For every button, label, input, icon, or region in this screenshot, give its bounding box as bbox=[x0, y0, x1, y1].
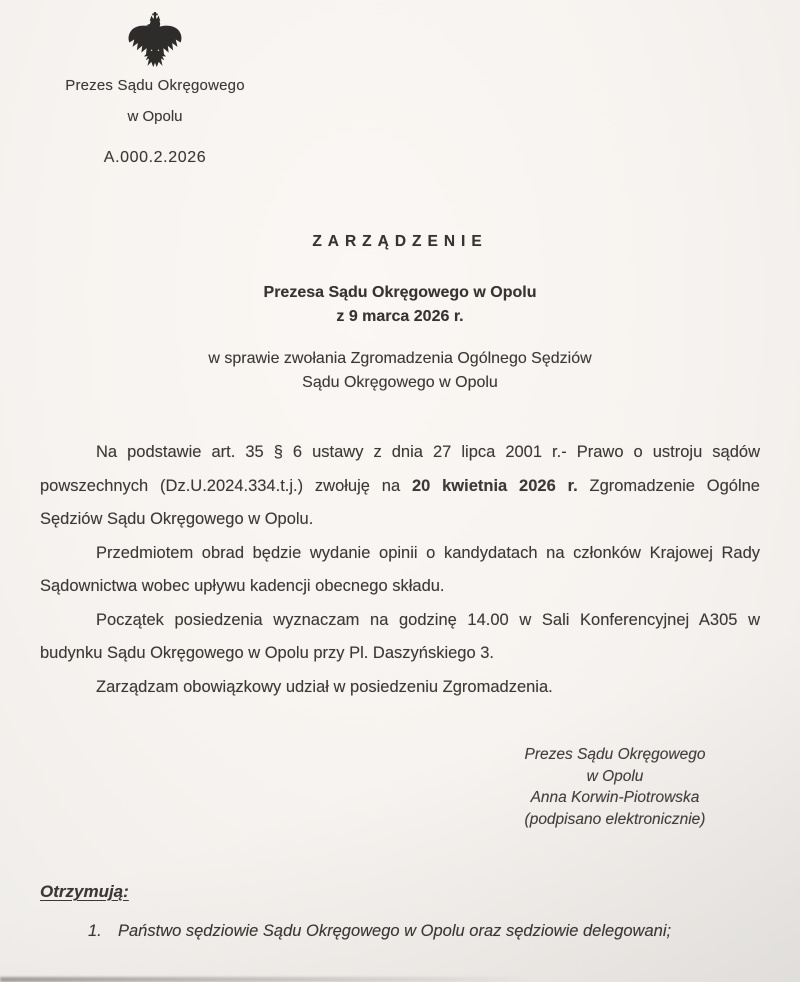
distribution-item-number: 1. bbox=[88, 922, 102, 940]
assembly-name-text: Zgromadzenie Ogólne Sędziów Sądu Okręgowego w Opolu. bbox=[40, 476, 760, 528]
document-title: ZARZĄDZENIE bbox=[312, 233, 488, 250]
signature-location: w Opolu bbox=[586, 767, 644, 785]
polish-eagle-emblem-icon bbox=[126, 12, 184, 72]
letterhead-org-location: w Opolu bbox=[127, 108, 183, 125]
subject-lines bbox=[0, 347, 800, 395]
letterhead bbox=[54, 12, 256, 167]
signature-role: Prezes Sądu Okręgowego bbox=[524, 746, 706, 763]
convocation-date: 20 kwietnia 2026 r. bbox=[411, 476, 578, 495]
title-issuer: Prezesa Sądu Okręgowego w Opolu bbox=[263, 284, 537, 301]
legal-basis-text: Na podstawie art. 35 § 6 ustawy z dnia 27 lipca 2001 r.- Prawo o ustroju sądów powszechnych (Dz.U.2024.334.t.j.) zwołuję na bbox=[40, 443, 760, 495]
case-number: A.000.2.2026 bbox=[103, 149, 207, 166]
paragraph-agenda: Przedmiotem obrad będzie wydanie opinii o kandydatach na członków Krajowej Rady Sądownictwa wobec upływu kadencji obecnego składu. bbox=[40, 543, 760, 595]
distribution-item-text: Państwo sędziowie Sądu Okręgowego w Opolu oraz sędziowie delegowani; bbox=[118, 922, 672, 940]
document-body bbox=[40, 436, 760, 704]
title-block bbox=[0, 233, 800, 395]
distribution-heading: Otrzymują: bbox=[40, 882, 129, 901]
signature-method: (podpisano elektronicznie) bbox=[524, 810, 706, 828]
signature-block bbox=[450, 744, 780, 830]
subject-line-1: w sprawie zwołania Zgromadzenia Ogólnego Sędziów bbox=[208, 350, 592, 367]
paragraph-time-place: Początek posiedzenia wyznaczam na godzinę 14.00 w Sali Konferencyjnej A305 w budynku Sądu Okręgowego w Opolu przy Pl. Daszyńskiego 3. bbox=[40, 610, 760, 662]
letterhead-org-name: Prezes Sądu Okręgowego bbox=[65, 77, 245, 94]
scan-bottom-edge bbox=[0, 977, 560, 982]
title-date: z 9 marca 2026 r. bbox=[336, 308, 464, 325]
signature-name: Anna Korwin-Piotrowska bbox=[530, 789, 700, 806]
paragraph-legal-basis bbox=[40, 436, 760, 537]
distribution-item bbox=[88, 922, 671, 941]
subject-line-2: Sądu Okręgowego w Opolu bbox=[302, 374, 498, 391]
paragraph-mandatory-attendance: Zarządzam obowiązkowy udział w posiedzeniu Zgromadzenia. bbox=[96, 677, 553, 696]
